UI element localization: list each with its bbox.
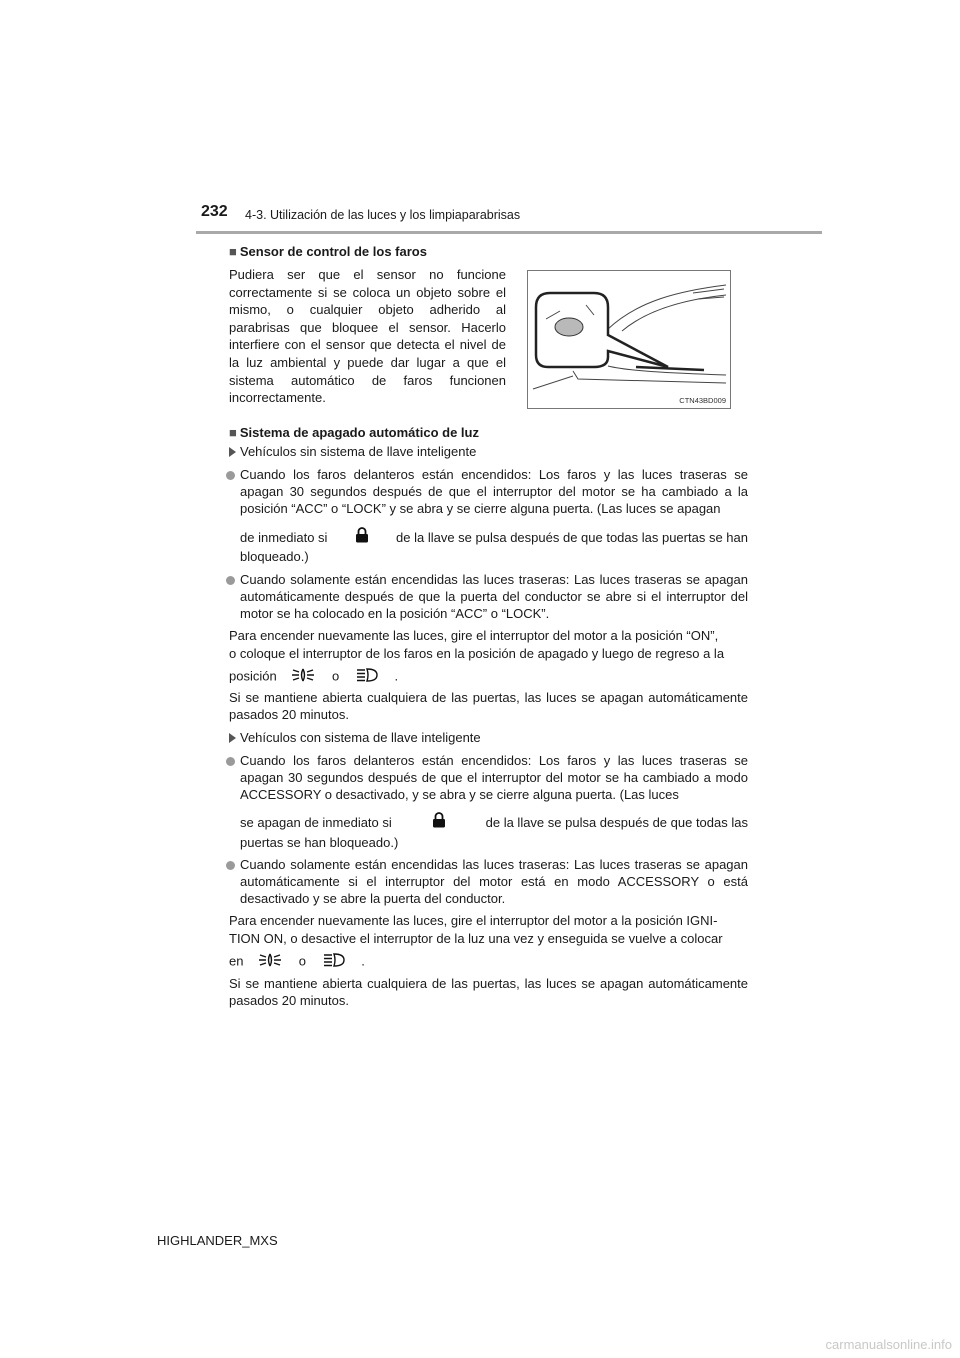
headlight-icon bbox=[355, 667, 379, 687]
figure-code: CTN43BD009 bbox=[679, 396, 726, 405]
group1-note-end: . bbox=[394, 668, 399, 684]
square-bullet-icon: ■ bbox=[229, 425, 237, 440]
sensor-heading-text: Sensor de control de los faros bbox=[239, 244, 427, 259]
page-number: 232 bbox=[201, 203, 228, 220]
group1-bullet2: Cuando solamente están encendidas las luces traseras: Las luces traseras se apagan automáticamente después de que la puerta del conductor se abre si el interruptor del motor se ha colocado en la posición “ACC” o “LOCK”. bbox=[240, 572, 748, 621]
group2-bullet1: Cuando los faros delanteros están encendidos: Los faros y las luces traseras se apagan 30 segundos después de que el interruptor del motor se ha cambiado a modo ACCESSORY o desactivado, y se abra y se cierre alguna puerta. (Las luces bbox=[240, 753, 748, 802]
group2-note-pos-label: en bbox=[229, 953, 244, 969]
auto-off-heading-text: Sistema de apagado automático de luz bbox=[239, 425, 479, 440]
group1-note-position-line bbox=[229, 667, 398, 687]
group1-note-line2: o coloque el interruptor de los faros en la posición de apagado y luego de regreso a la bbox=[229, 646, 725, 661]
model-code: HIGHLANDER_MXS bbox=[157, 1233, 278, 1248]
group2-title: Vehículos con sistema de llave inteligente bbox=[240, 730, 481, 745]
group2-bullet1-lock-line bbox=[240, 812, 748, 832]
lock-icon bbox=[355, 527, 369, 547]
square-bullet-icon: ■ bbox=[229, 244, 237, 259]
circle-bullet-icon bbox=[226, 576, 235, 585]
group2-lock-line-pre: se apagan de inmediato si bbox=[240, 814, 392, 830]
sensor-paragraph: Pudiera ser que el sensor no funcione correctamente si se coloca un objeto sobre el mismo, o cualquier objeto adherido al parabrisas que bloquee el sensor. Hacerlo interfiere con el sensor que detecta el nivel de la luz ambiental y puede dar lugar a que el sistema automático de faros funcionen incorrectamente. bbox=[229, 267, 506, 406]
tail-light-icon bbox=[257, 952, 283, 972]
headlight-icon bbox=[322, 952, 346, 972]
group1-bullet1-lock-line bbox=[240, 527, 748, 547]
group1-note-pos-label: posición bbox=[229, 668, 277, 684]
sensor-heading bbox=[229, 244, 427, 259]
group2-bullet1-end: puertas se han bloqueado.) bbox=[240, 835, 399, 850]
circle-bullet-icon bbox=[226, 471, 235, 480]
arrow-bullet-icon bbox=[229, 733, 236, 743]
group1-note-or: o bbox=[331, 668, 340, 684]
sensor-figure bbox=[527, 270, 731, 409]
auto-off-heading bbox=[229, 425, 479, 440]
circle-bullet-icon bbox=[226, 861, 235, 870]
circle-bullet-icon bbox=[226, 757, 235, 766]
group1-lock-line-post: de la llave se pulsa después de que todas las puertas se han bbox=[396, 529, 748, 545]
group1-note-line4: Si se mantiene abierta cualquiera de las puertas, las luces se apagan automáticamente pasados 20 minutos. bbox=[229, 690, 748, 722]
watermark: carmanualsonline.info bbox=[825, 1337, 952, 1352]
tail-light-icon bbox=[290, 667, 316, 687]
lock-icon bbox=[432, 812, 446, 832]
group2-lock-line-post: de la llave se pulsa después de que todas las bbox=[485, 814, 748, 830]
section-title: 4-3. Utilización de las luces y los limpiaparabrisas bbox=[245, 208, 521, 222]
group2-note-line4: Si se mantiene abierta cualquiera de las puertas, las luces se apagan automáticamente pasados 20 minutos. bbox=[229, 976, 748, 1008]
group1-title: Vehículos sin sistema de llave inteligente bbox=[240, 444, 477, 459]
arrow-bullet-icon bbox=[229, 447, 236, 457]
group2-bullet2: Cuando solamente están encendidas las luces traseras: Las luces traseras se apagan automáticamente si el interruptor del motor está en modo ACCESSORY o está desactivado y se abre la puerta del conductor. bbox=[240, 857, 748, 906]
group2-note-position-line bbox=[229, 952, 365, 972]
group1-bullet1: Cuando los faros delanteros están encendidos: Los faros y las luces traseras se apagan 30 segundos después de que el interruptor del motor se ha cambiado a la posición “ACC” o “LOCK” y se abra y se cierre alguna puerta. (Las luces se apagan bbox=[240, 467, 748, 516]
group2-note-end: . bbox=[361, 953, 365, 969]
header-rule bbox=[196, 231, 822, 234]
group2-note-or: o bbox=[298, 953, 306, 969]
group1-lock-line-pre: de inmediato si bbox=[240, 529, 328, 545]
group2-note-line1: Para encender nuevamente las luces, gire el interruptor del motor a la posición IGNI- bbox=[229, 913, 718, 928]
group2-note-line2: TION ON, o desactive el interruptor de la luz una vez y enseguida se vuelve a colocar bbox=[229, 931, 723, 946]
group1-note-line1: Para encender nuevamente las luces, gire el interruptor del motor a la posición “ON”, bbox=[229, 628, 719, 643]
windshield-sensor-illustration bbox=[528, 271, 730, 408]
group1-bullet1-end: bloqueado.) bbox=[240, 549, 309, 564]
